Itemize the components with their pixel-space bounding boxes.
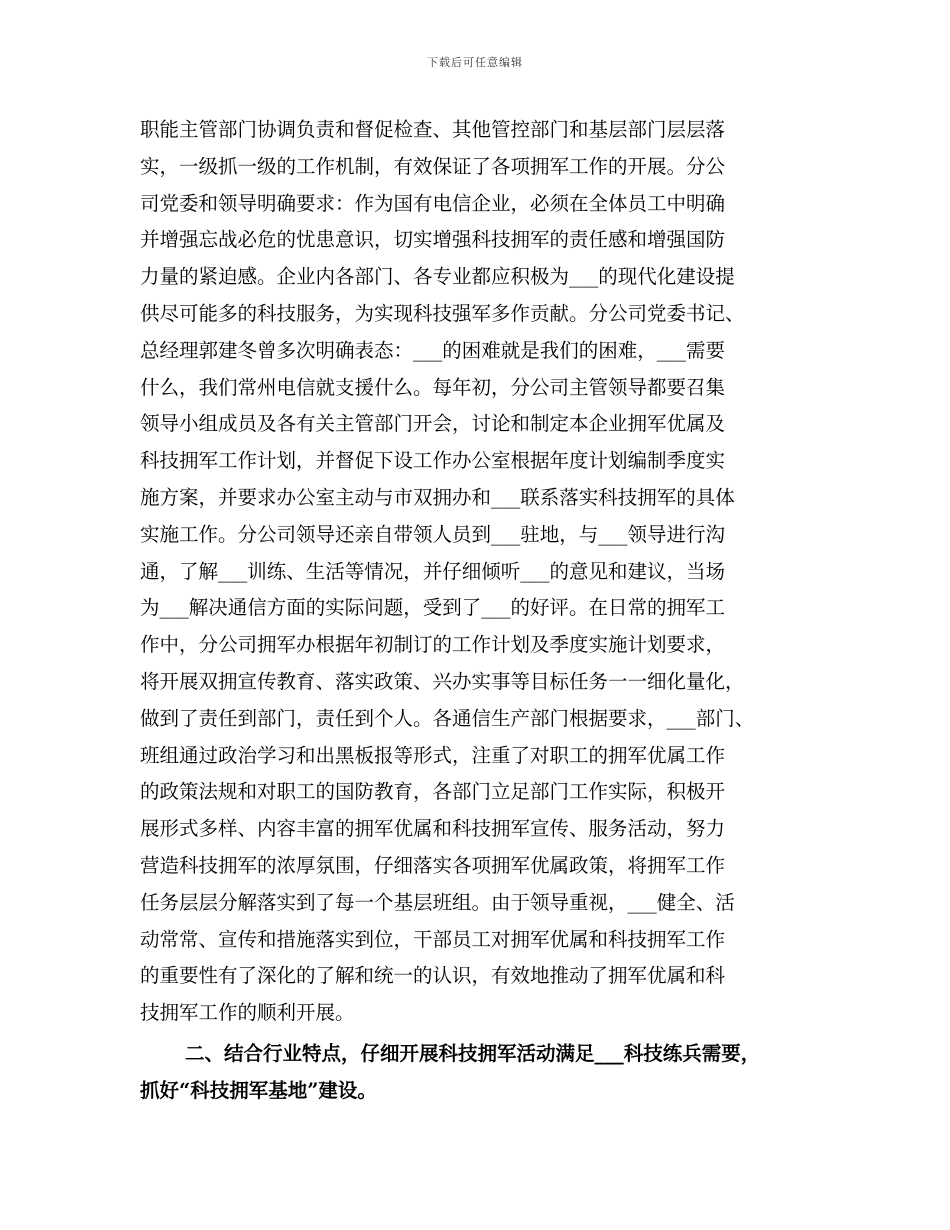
text-line: 班组通过政治学习和出黑板报等形式，注重了对职工的拥军优属工作	[140, 743, 726, 767]
text-line: 为___解决通信方面的实际问题，受到了___的好评。在日常的拥军工	[140, 596, 726, 620]
text-line: 施方案，并要求办公室主动与市双拥办和___联系落实科技拥军的具体	[140, 485, 735, 509]
text-line: 什么，我们常州电信就支援什么。每年初，分公司主管领导都要召集	[140, 375, 726, 399]
text-line: 动常常、宣传和措施落实到位，干部员工对拥军优属和科技拥军工作	[140, 927, 726, 951]
text-line: 的重要性有了深化的了解和统一的认识，有效地推动了拥军优属和科	[140, 964, 726, 988]
body-paragraph	[140, 112, 840, 1032]
text-line: 职能主管部门协调负责和督促检查、其他管控部门和基层部门层层落	[140, 118, 726, 141]
text-line: 总经理郭建冬曾多次明确表态：___的困难就是我们的困难，___需要	[140, 338, 726, 362]
text-line: 实，一级抓一级的工作机制，有效保证了各项拥军工作的开展。分公	[140, 154, 726, 178]
text-line: 实施工作。分公司领导还亲自带领人员到___驻地，与___领导进行沟	[140, 522, 726, 546]
text-line: 并增强忘战必危的忧患意识，切实增强科技拥军的责任感和增强国防	[140, 228, 726, 252]
text-line: 作中，分公司拥军办根据年初制订的工作计划及季度实施计划要求，	[140, 633, 726, 657]
text-line: 领导小组成员及各有关主管部门开会，讨论和制定本企业拥军优属及	[140, 412, 726, 436]
text-line: 科技拥军工作计划，并督促下设工作办公室根据年度计划编制季度实	[140, 449, 726, 473]
text-line: 司党委和领导明确要求：作为国有电信企业，必须在全体员工中明确	[140, 191, 726, 215]
text-line: 力量的紧迫感。企业内各部门、各专业都应积极为___的现代化建设提	[140, 265, 735, 289]
heading-line: 抓好“科技拥军基地”建设。	[140, 1078, 377, 1102]
text-line: 任务层层分解落实到了每一个基层班组。由于领导重视，___健全、活	[140, 890, 735, 914]
heading-line: 二、结合行业特点，仔细开展科技拥军活动满足___科技练兵需要，	[185, 1042, 761, 1065]
text-line: 展形式多样、内容丰富的拥军优属和科技拥军宣传、服务活动，努力	[140, 817, 726, 841]
text-line: 供尽可能多的科技服务，为实现科技强军多作贡献。分公司党委书记、	[140, 301, 745, 325]
text-line: 做到了责任到部门，责任到个人。各通信生产部门根据要求，___部门、	[140, 706, 755, 730]
text-line: 通，了解___训练、生活等情况，并仔细倾听___的意见和建议，当场	[140, 559, 726, 583]
text-line: 的政策法规和对职工的国防教育，各部门立足部门工作实际，积极开	[140, 780, 726, 804]
text-line: 将开展双拥宣传教育、落实政策、兴办实事等目标任务一一细化量化，	[140, 669, 745, 693]
page-header: 下载后可任意编辑	[427, 56, 523, 69]
text-line: 技拥军工作的顺利开展。	[140, 1001, 355, 1025]
text-line: 营造科技拥军的浓厚氛围，仔细落实各项拥军优属政策，将拥军工作	[140, 853, 726, 877]
section-heading	[140, 1036, 840, 1110]
